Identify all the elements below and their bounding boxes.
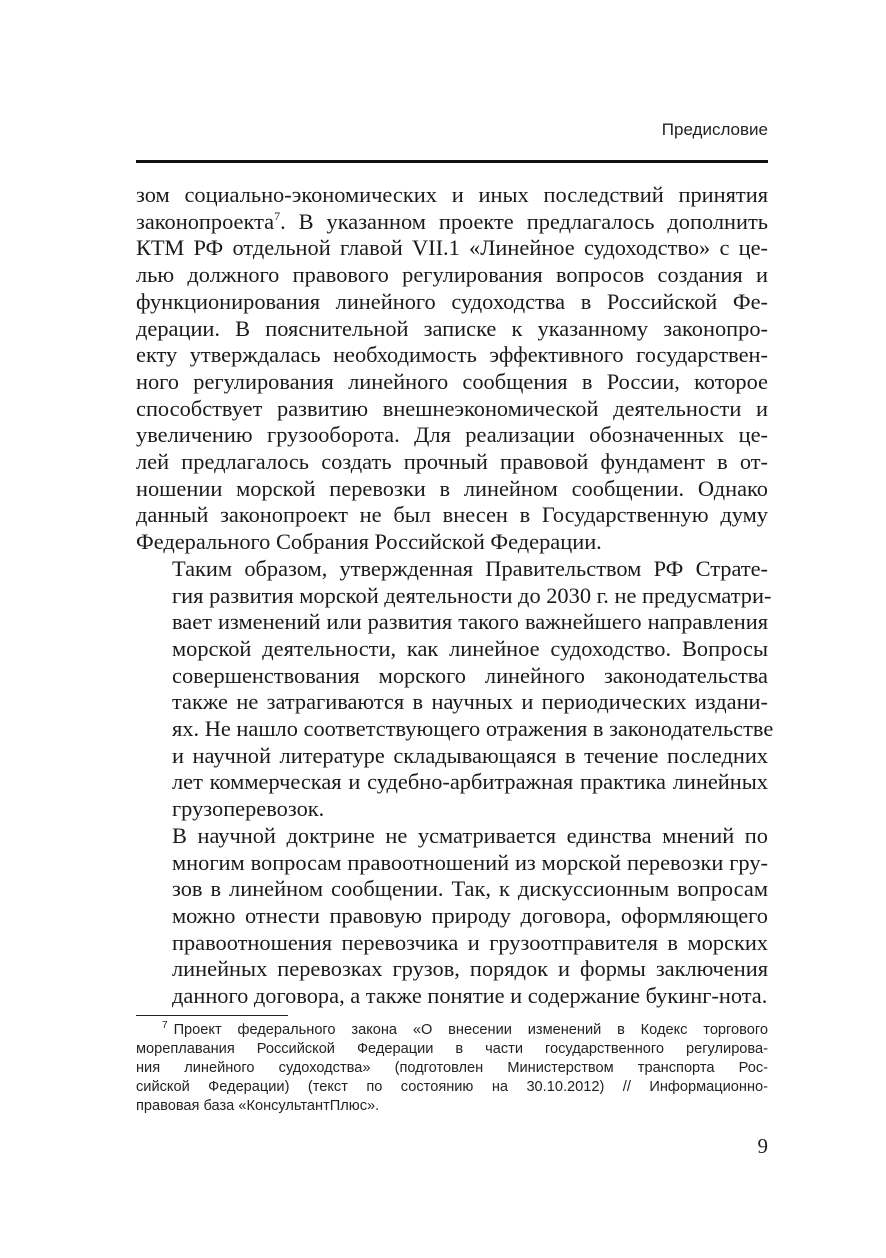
text-line: и научной литературе складывающаяся в течение последних bbox=[172, 742, 768, 768]
footnote-line bbox=[136, 1021, 768, 1040]
text-line: также не затрагиваются в научных и периодических издани- bbox=[172, 689, 768, 715]
text-line: зом социально-экономических и иных последствий принятия bbox=[136, 182, 768, 207]
text-line: можно отнести правовую природу договора, оформляющего bbox=[172, 902, 768, 928]
paragraph-2 bbox=[136, 555, 774, 823]
text-line: зов в линейном сообщении. Так, к дискуссионным вопросам bbox=[172, 876, 768, 902]
text-line: ях. Не нашло соответствующего отражения в законодательстве bbox=[172, 716, 774, 742]
text-line: способствует развитию внешнеэкономической деятельности и bbox=[136, 395, 768, 421]
running-header: Предисловие bbox=[661, 120, 768, 139]
text-line: КТМ РФ отдельной главой VII.1 «Линейное судоходство» с це- bbox=[136, 235, 768, 261]
text-fragment: законопроекта bbox=[136, 208, 275, 234]
footnote-line: правовая база «КонсультантПлюс». bbox=[136, 1098, 380, 1114]
text-line: вает изменений или развития такого важнейшего направления bbox=[172, 609, 768, 635]
text-line: дерации. В пояснительной записке к указанному законопро- bbox=[136, 315, 768, 341]
footnote-number: 7 bbox=[162, 1020, 168, 1031]
footnote bbox=[136, 1021, 768, 1116]
text-line: морской деятельности, как линейное судоходство. Вопросы bbox=[172, 635, 768, 661]
text-line: правоотношения перевозчика и грузоотправителя в морских bbox=[172, 929, 768, 955]
text-line: В научной доктрине не усматривается единства мнений по bbox=[172, 822, 768, 848]
text-line: грузоперевозок. bbox=[172, 796, 325, 822]
paragraph-1 bbox=[136, 182, 768, 556]
text-line: ного регулирования линейного сообщения в России, которое bbox=[136, 368, 768, 394]
text-line: Федерального Собрания Российской Федерации. bbox=[136, 529, 602, 555]
main-text bbox=[136, 182, 774, 1010]
paragraph-3 bbox=[136, 823, 768, 1010]
text-line: лет коммерческая и судебно-арбитражная практика линейных bbox=[172, 769, 768, 795]
text-line: екту утверждалась необходимость эффективного государствен- bbox=[136, 342, 768, 368]
footnote-line: мореплавания Российской Федерации в части государственного регулирова- bbox=[136, 1041, 768, 1057]
text-line: Таким образом, утвержденная Правительством РФ Страте- bbox=[172, 555, 768, 581]
text-line: увеличению грузооборота. Для реализации обозначенных це- bbox=[136, 422, 768, 448]
text-line: лью должного правового регулирования вопросов создания и bbox=[136, 262, 768, 288]
text-line: гия развития морской деятельности до 2030 г. не предусматри- bbox=[172, 582, 772, 608]
footnote-text: Проект федерального закона «О внесении изменений в Кодекс торгового bbox=[173, 1022, 768, 1038]
text-line: данный законопроект не был внесен в Государственную думу bbox=[136, 502, 768, 528]
text-line: ношении морской перевозки в линейном сообщении. Однако bbox=[136, 475, 768, 501]
footnote-line: сийской Федерации) (текст по состоянию на 30.10.2012) // Информационно- bbox=[136, 1079, 768, 1095]
footnote-line: ния линейного судоходства» (подготовлен Министерством транспорта Рос- bbox=[136, 1060, 768, 1076]
text-line: лей предлагалось создать прочный правовой фундамент в от- bbox=[136, 449, 768, 475]
text-line: функционирования линейного судоходства в Российской Фе- bbox=[136, 288, 768, 314]
footnote-separator bbox=[136, 1015, 288, 1016]
text-line: данного договора, а также понятие и содержание букинг-нота. bbox=[172, 983, 768, 1009]
footnote-reference[interactable]: 7 bbox=[274, 208, 281, 223]
text-line: многим вопросам правоотношений из морской перевозки гру- bbox=[172, 849, 768, 875]
page-number: 9 bbox=[757, 1134, 768, 1158]
text-line bbox=[136, 209, 768, 236]
text-line: совершенствования морского линейного законодательства bbox=[172, 662, 768, 688]
text-line: линейных перевозках грузов, порядок и формы заключения bbox=[172, 956, 768, 982]
header-rule bbox=[136, 160, 768, 163]
text-fragment: . В указанном проекте предлагалось дополнить bbox=[280, 208, 768, 234]
